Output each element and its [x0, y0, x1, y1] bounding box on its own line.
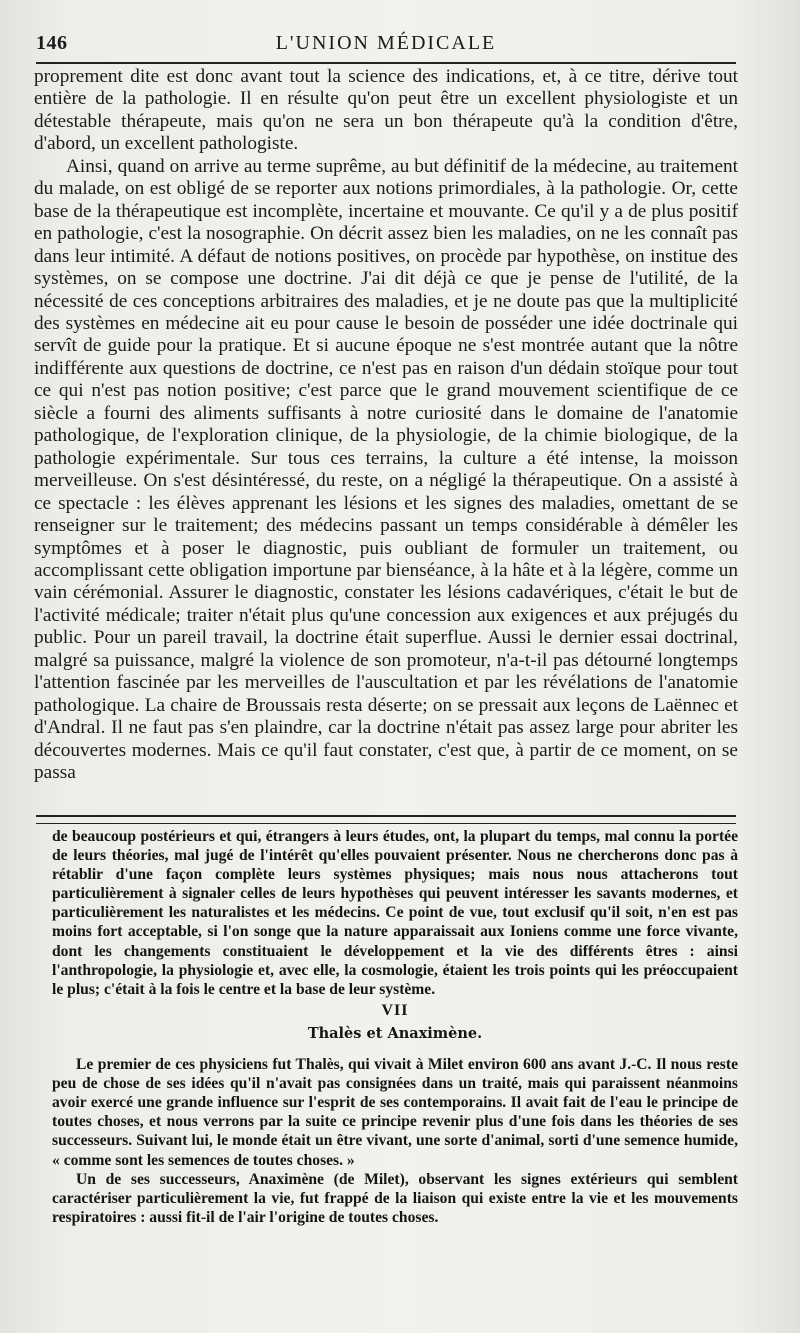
footnote-paragraph-3: Un de ses successeurs, Anaximène (de Milet), observant les signes extérieurs qui semblent caractériser particulièrement la vie, fut frappé de la liaison qui existe entre la vie et les mouvements respiratoires : aussi fit-il de l'air l'origine de toutes choses.: [52, 1170, 738, 1226]
section-number: VII: [381, 1001, 409, 1019]
footnote-paragraph-2: Le premier de ces physiciens fut Thalès, qui vivait à Milet environ 600 ans avant J.-C. Il nous reste peu de chose de ses idées qu'il n'avait pas consignées dans un traité, mais qui paraissent néanmoins avoir exercé une grande influence sur l'esprit de ses contemporains. Il avait fait de l'eau le principe de toutes choses, et nous verrons par la suite ce principe revenir plus d'une fois dans les théories de ses successeurs. Suivant lui, le monde était un être vivant, une sorte d'animal, sorti d'une semence humide, « comme sont les semences de toutes choses. »: [52, 1056, 738, 1169]
main-text: [34, 66, 738, 785]
running-head: L'UNION MÉDICALE: [275, 32, 497, 54]
page-number: 146: [36, 32, 68, 54]
page-header: [36, 28, 736, 58]
body-paragraph-2: Ainsi, quand on arrive au terme suprême, au but définitif de la médecine, au traitement du malade, on est obligé de se reporter aux notions primordiales, à la pathologie. Or, cette base de la thérapeutique est incomplète, incertaine et mouvante. Ce qu'il y a de plus positif en pathologie, c'est la nosographie. On décrit assez bien les maladies, on ne les connaît pas dans leur intimité. A défaut de notions positives, on procède par hypothèse, on institue des systèmes, on se compose une doctrine. J'ai dit déjà ce que je pense de l'utilité, de la nécessité de ces conceptions arbitraires des maladies, et je ne doute pas que la multiplicité des systèmes en médecine ait eu pour cause le besoin de posséder une idée doctrinale qui servît de guide pour la pratique. Et si aucune époque ne s'est montrée autant que la nôtre indifférente aux questions de doctrine, ce n'est pas en raison d'un dédain stoïque pour tout ce qui n'est pas notion positive; c'est parce que le grand mouvement scientifique de ce siècle a fourni des aliments suffisants à notre curiosité dans le domaine de l'anatomie pathologique, de l'exploration clinique, de la physiologie, de la chimie biologique, de la pathologie expérimentale. Sur tous ces terrains, la culture a été intense, la moisson merveilleuse. On s'est désintéressé, du reste, on a négligé la thérapeutique. On a assisté à ce spectacle : les élèves apprenant les lésions et les signes des maladies, omettant de se renseigner sur le traitement; des médecins passant un temps considérable à démêler les symptômes et à poser le diagnostic, puis oubliant de formuler un traitement, ou accomplissant cette obligation importune par bienséance, à la hâte et à la légère, comme un vain cérémonial. Assurer le diagnostic, constater les lésions cadavériques, c'était le but de l'activité médicale; traiter n'était plus qu'une concession aux exigences et aux préjugés du public. Pour un pareil travail, la doctrine était superflue. Aussi le dernier essai doctrinal, malgré sa puissance, malgré la violence de son promoteur, n'a-t-il pas détourné longtemps l'attention fascinée par les merveilles de l'auscultation et par les révélations de l'anatomie pathologique. La chaire de Broussais resta déserte; on se pressait aux leçons de Laënnec et d'Andral. Il ne faut pas s'en plaindre, car la doctrine n'était pas assez large pour abriter les découvertes modernes. Mais ce qu'il faut constater, c'est que, à partir de ce moment, on se passa: [34, 155, 738, 784]
body-paragraph-1: proprement dite est donc avant tout la science des indications, et, à ce titre, dérive tout entière de la pathologie. Il en résulte qu'on peut être un excellent physiologiste et un détestable thérapeute, mais qu'on ne sera un bon thérapeute qu'à la condition d'être, d'abord, un excellent pathologiste.: [34, 66, 738, 155]
section-title: Thalès et Anaximène.: [307, 1024, 483, 1042]
header-rule: [36, 62, 736, 64]
notes-separator: [36, 815, 736, 824]
footnote-section: [52, 827, 738, 1227]
footnote-paragraph-1: de beaucoup postérieurs et qui, étrangers à leurs études, ont, la plupart du temps, mal connu la portée de leurs théories, mal jugé de l'intérêt qu'elles pouvaient présenter. Nous ne chercherons donc pas à rétablir d'une façon complète leurs systèmes physiques; mais nous nous attacherons tout particulièrement à signaler celles de leurs hypothèses qui peuvent intéresser les savants modernes, et particulièrement les naturalistes et les médecins. Ce point de vue, tout exclusif qu'il soit, n'en est pas moins fort acceptable, si l'on songe que la nature apparaissait aux Ioniens comme une force vivante, dont les changements constituaient le développement et la vie des différents êtres : ainsi l'anthropologie, la physiologie et, avec elle, la cosmologie, étaient les trois points qui les préoccupaient le plus; c'était à la fois le centre et la base de leur système.: [52, 828, 738, 998]
